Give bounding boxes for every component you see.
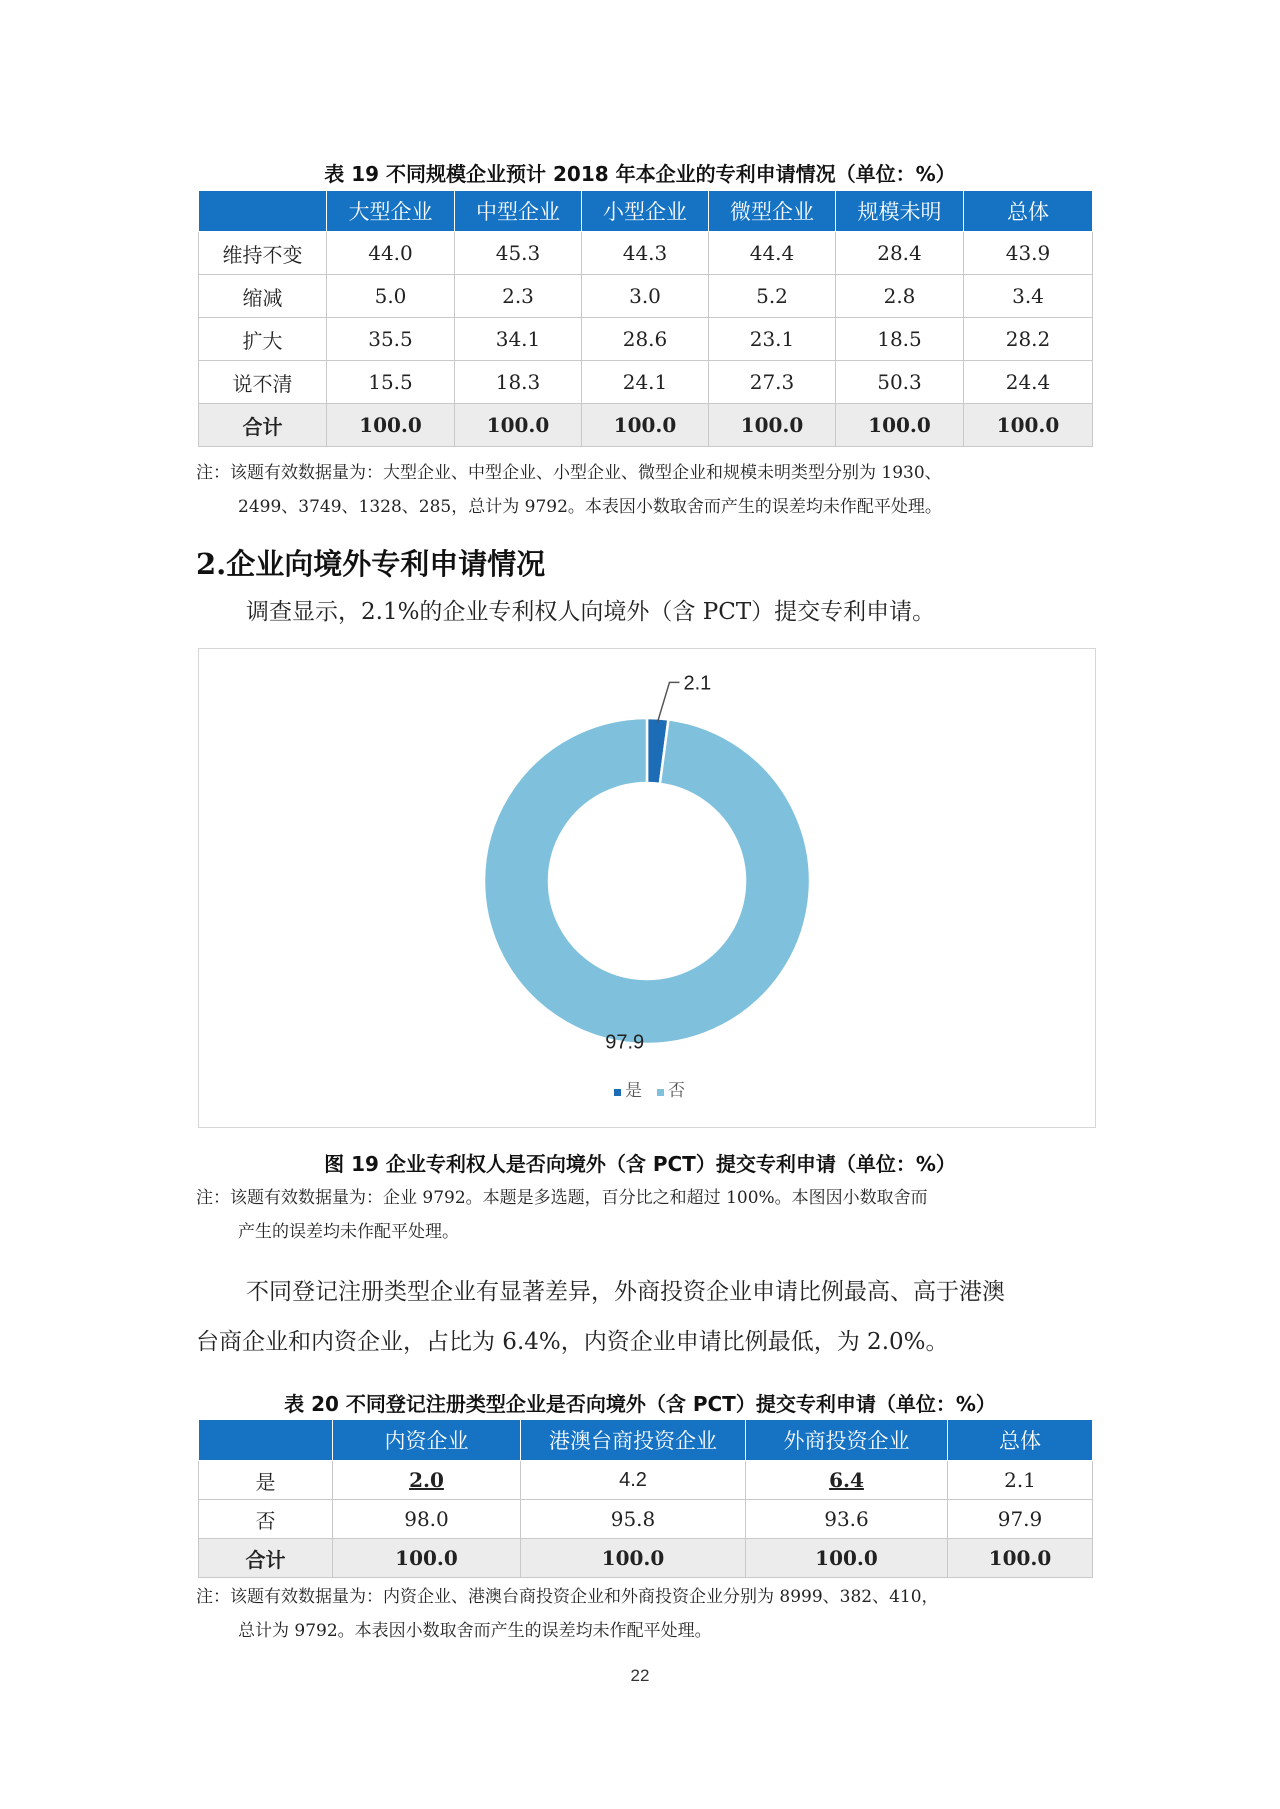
table-row <box>199 275 1093 318</box>
table20-header-hmt: 港澳台商投资企业 <box>521 1420 746 1461</box>
section-intro: 调查显示，2.1%的企业专利权人向境外（含 PCT）提交专利申请。 <box>246 599 936 625</box>
table-cell: 34.1 <box>455 318 582 361</box>
table19-caption: 表 19 不同规模企业预计 2018 年本企业的专利申请情况（单位：%） <box>324 162 956 186</box>
donut-chart-svg <box>199 649 1095 1127</box>
table-cell: 18.5 <box>836 318 964 361</box>
table-cell: 93.6 <box>746 1500 948 1539</box>
table-cell: 28.4 <box>836 232 964 275</box>
table-row <box>199 1461 1093 1500</box>
figure19-chart <box>198 648 1096 1128</box>
table-cell: 100.0 <box>709 404 836 447</box>
table-cell: 97.9 <box>948 1500 1093 1539</box>
table-cell-value: 2.0 <box>409 1468 444 1492</box>
data-label-no: 97.9 <box>605 1031 645 1054</box>
legend-swatch-no <box>657 1089 664 1096</box>
table-row <box>199 361 1093 404</box>
table-cell: 100.0 <box>327 404 455 447</box>
table-row <box>199 1500 1093 1539</box>
paragraph2-line2: 台商企业和内资企业，占比为 6.4%，内资企业申请比例最低，为 2.0%。 <box>196 1329 949 1355</box>
table-cell: 24.4 <box>964 361 1093 404</box>
table19-header-corner <box>199 191 327 232</box>
table-total-row <box>199 1539 1093 1578</box>
table-cell: 2.8 <box>836 275 964 318</box>
row-label: 说不清 <box>199 361 327 404</box>
table-cell: 28.6 <box>582 318 709 361</box>
table20-header-foreign: 外商投资企业 <box>746 1420 948 1461</box>
table-cell: 100.0 <box>333 1539 521 1578</box>
table20 <box>198 1419 1093 1578</box>
row-label: 缩减 <box>199 275 327 318</box>
table-cell: 50.3 <box>836 361 964 404</box>
table20-note-line2: 总计为 9792。本表因小数取舍而产生的误差均未作配平处理。 <box>238 1621 712 1641</box>
table-cell <box>333 1461 521 1500</box>
row-label: 维持不变 <box>199 232 327 275</box>
table19-header-unknown: 规模未明 <box>836 191 964 232</box>
table-cell: 45.3 <box>455 232 582 275</box>
table-cell: 23.1 <box>709 318 836 361</box>
table20-caption: 表 20 不同登记注册类型企业是否向境外（含 PCT）提交专利申请（单位：%） <box>284 1392 996 1416</box>
table-cell: 27.3 <box>709 361 836 404</box>
row-label: 扩大 <box>199 318 327 361</box>
table-cell <box>746 1461 948 1500</box>
table19-header-small: 小型企业 <box>582 191 709 232</box>
table-cell: 100.0 <box>836 404 964 447</box>
table-cell: 18.3 <box>455 361 582 404</box>
data-label-leader-line <box>657 682 679 722</box>
table-row <box>199 232 1093 275</box>
table-cell: 100.0 <box>964 404 1093 447</box>
table19-header-overall: 总体 <box>964 191 1093 232</box>
table-cell: 28.2 <box>964 318 1093 361</box>
table20-note <box>196 1580 1096 1648</box>
table19-header-medium: 中型企业 <box>455 191 582 232</box>
table-cell: 95.8 <box>521 1500 746 1539</box>
table19 <box>198 190 1093 447</box>
table-cell: 4.2 <box>521 1461 746 1500</box>
table-cell: 3.0 <box>582 275 709 318</box>
table20-header-overall: 总体 <box>948 1420 1093 1461</box>
paragraph2-line1: 不同登记注册类型企业有显著差异，外商投资企业申请比例最高、高于港澳 <box>246 1279 1005 1305</box>
section-heading: 2.企业向境外专利申请情况 <box>196 547 546 581</box>
table20-note-line1: 注：该题有效数据量为：内资企业、港澳台商投资企业和外商投资企业分别为 8999、382、410， <box>196 1587 939 1607</box>
table-cell: 2.1 <box>948 1461 1093 1500</box>
table19-header-row <box>199 191 1093 232</box>
figure19-note-line1: 注：该题有效数据量为：企业 9792。本题是多选题，百分比之和超过 100%。本图因小数取舍而 <box>196 1188 928 1208</box>
donut-slice-no <box>484 718 810 1044</box>
figure19-note <box>196 1181 1096 1249</box>
legend-label-no: 否 <box>668 1081 685 1101</box>
table19-header-micro: 微型企业 <box>709 191 836 232</box>
figure19-caption: 图 19 企业专利权人是否向境外（含 PCT）提交专利申请（单位：%） <box>324 1152 956 1176</box>
legend-swatch-yes <box>614 1089 621 1096</box>
table-cell-value: 6.4 <box>829 1468 864 1492</box>
table-cell: 5.2 <box>709 275 836 318</box>
figure19-note-line2: 产生的误差均未作配平处理。 <box>238 1222 459 1242</box>
table-total-row <box>199 404 1093 447</box>
table-cell: 15.5 <box>327 361 455 404</box>
row-label: 合计 <box>199 404 327 447</box>
table-cell: 100.0 <box>455 404 582 447</box>
table-cell: 5.0 <box>327 275 455 318</box>
table-cell: 100.0 <box>746 1539 948 1578</box>
row-label: 合计 <box>199 1539 333 1578</box>
table19-header-large: 大型企业 <box>327 191 455 232</box>
table19-note <box>196 456 1096 524</box>
table-cell: 100.0 <box>582 404 709 447</box>
table-cell: 43.9 <box>964 232 1093 275</box>
table-cell: 98.0 <box>333 1500 521 1539</box>
table-cell: 44.3 <box>582 232 709 275</box>
row-label: 否 <box>199 1500 333 1539</box>
table-cell: 2.3 <box>455 275 582 318</box>
table-cell: 3.4 <box>964 275 1093 318</box>
row-label: 是 <box>199 1461 333 1500</box>
table-cell: 100.0 <box>521 1539 746 1578</box>
table-cell: 44.0 <box>327 232 455 275</box>
table20-header-domestic: 内资企业 <box>333 1420 521 1461</box>
table20-header-corner <box>199 1420 333 1461</box>
table-row <box>199 318 1093 361</box>
page-number: 22 <box>630 1666 650 1685</box>
data-label-yes: 2.1 <box>683 672 712 695</box>
legend-label-yes: 是 <box>625 1081 642 1101</box>
table-cell: 100.0 <box>948 1539 1093 1578</box>
table-cell: 24.1 <box>582 361 709 404</box>
table20-header-row <box>199 1420 1093 1461</box>
table-cell: 35.5 <box>327 318 455 361</box>
table19-note-line2: 2499、3749、1328、285，总计为 9792。本表因小数取舍而产生的误差均未作配平处理。 <box>238 497 942 517</box>
table-cell: 44.4 <box>709 232 836 275</box>
table19-note-line1: 注：该题有效数据量为：大型企业、中型企业、小型企业、微型企业和规模未明类型分别为 1930、 <box>196 463 942 483</box>
